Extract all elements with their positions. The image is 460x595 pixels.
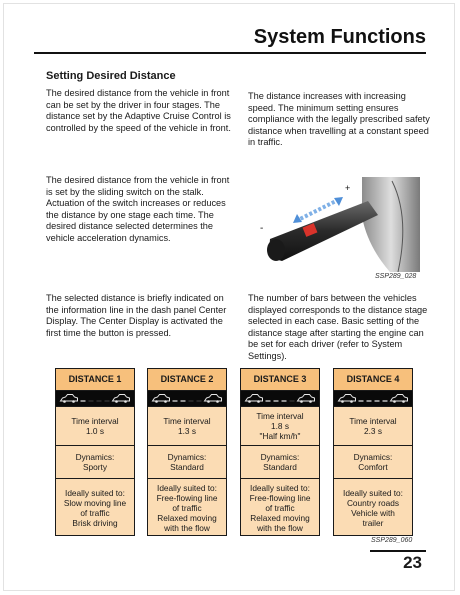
- dynamics-label: Dynamics:: [353, 452, 393, 462]
- dynamics-value: Standard: [170, 462, 204, 472]
- interval-value: 1.0 s: [86, 426, 104, 436]
- car-icon: [391, 395, 408, 402]
- suited-line: of traffic: [172, 503, 202, 513]
- car-bars-icon: [241, 391, 319, 406]
- dynamics-label: Dynamics:: [75, 452, 115, 462]
- interval-cell: [334, 407, 412, 446]
- dynamics-cell: [241, 446, 319, 479]
- plus-label: +: [345, 183, 351, 193]
- interval-cell: [148, 407, 226, 446]
- paragraph-speed: The distance increases with increasing speed. The minimum setting ensures compliance with the legally prescribed safety distance when travelling at a constant speed in traffic.: [248, 91, 430, 148]
- suited-label: Ideally suited to:: [343, 488, 403, 498]
- stalk-tip: [267, 239, 285, 261]
- minus-label: -: [260, 223, 264, 234]
- suited-cell: [56, 479, 134, 537]
- car-icon: [61, 395, 78, 402]
- suited-line: Relaxed moving: [250, 513, 310, 523]
- interval-label: Time interval: [256, 411, 304, 421]
- distance-heading: DISTANCE 4: [334, 369, 412, 391]
- car-icon: [246, 395, 263, 402]
- distance-column-2: [147, 368, 227, 536]
- distance-column-4: [333, 368, 413, 536]
- wheel-icon: [72, 400, 75, 403]
- suited-line: Vehicle with: [351, 508, 395, 518]
- suited-line: of traffic: [80, 508, 110, 518]
- suited-line: Country roads: [346, 498, 400, 508]
- suited-line: Free-flowing line: [156, 493, 218, 503]
- paragraph-switch: The desired distance from the vehicle in front is set by the sliding switch on the stalk. Actuation of the switch increases or reduces the distance by one stage each time. The desired distance selected determines the vehicle acceleration dynamics.: [46, 175, 230, 243]
- suited-cell: [148, 479, 226, 537]
- wheel-icon: [124, 400, 127, 403]
- figure-code-stalk: SSP289_028: [375, 273, 417, 280]
- suited-label: Ideally suited to:: [250, 483, 310, 493]
- suited-line: with the flow: [164, 523, 210, 533]
- paragraph-stages: The desired distance from the vehicle in front can be set by the driver in four stages. The distance set by the Adaptive Cruise Control is controlled by the speed of the vehicle in front.: [46, 88, 231, 133]
- interval-label: Time interval: [163, 416, 211, 426]
- car-bars-icon: [148, 391, 226, 406]
- car-bars-icon: [334, 391, 412, 406]
- wheel-icon: [402, 400, 405, 403]
- dynamics-cell: [56, 446, 134, 479]
- suited-line: Brisk driving: [72, 518, 118, 528]
- suited-cell: [241, 479, 319, 537]
- interval-note: "Half km/h": [259, 431, 301, 441]
- suited-line: of traffic: [265, 503, 295, 513]
- section-heading: Setting Desired Distance: [46, 70, 176, 82]
- paragraph-bars: The number of bars between the vehicles displayed corresponds to the distance stage selected in each case. Basic setting of the distance stage after starting the engine can be set for each driver (refer to System Settings).: [248, 293, 428, 361]
- wheel-icon: [216, 400, 219, 403]
- figure-code-table: SSP289_060: [371, 537, 413, 544]
- suited-line: Relaxed moving: [157, 513, 217, 523]
- wheel-icon: [257, 400, 260, 403]
- distance-column-1: [55, 368, 135, 536]
- wheel-icon: [155, 400, 158, 403]
- page-number: 23: [403, 553, 422, 572]
- distance-bars-display: [56, 391, 134, 407]
- paragraph-display: The selected distance is briefly indicated on the information line in the dash panel Center Display. The Center Display is activated the first time the button is pressed.: [46, 293, 227, 338]
- interval-value: 1.3 s: [178, 426, 196, 436]
- dynamics-value: Standard: [263, 462, 297, 472]
- page-number-rule: [370, 550, 426, 552]
- suited-line: trailer: [362, 518, 384, 528]
- interval-cell: [56, 407, 134, 446]
- dynamics-value: Sporty: [83, 462, 107, 472]
- dynamics-cell: [334, 446, 412, 479]
- dynamics-label: Dynamics:: [260, 452, 300, 462]
- wheel-icon: [207, 400, 210, 403]
- interval-label: Time interval: [349, 416, 397, 426]
- distance-bars-display: [148, 391, 226, 407]
- interval-cell: [241, 407, 319, 446]
- interval-value: 2.3 s: [364, 426, 382, 436]
- dynamics-value: Comfort: [358, 462, 388, 472]
- interval-label: Time interval: [71, 416, 119, 426]
- suited-line: with the flow: [257, 523, 303, 533]
- car-icon: [205, 395, 222, 402]
- stalk-illustration: [250, 177, 425, 272]
- wheel-icon: [164, 400, 167, 403]
- arrow-head-plus-icon: [334, 197, 343, 206]
- dynamics-label: Dynamics:: [167, 452, 207, 462]
- steering-column-shroud: [362, 177, 420, 272]
- suited-line: Slow moving line: [63, 498, 127, 508]
- wheel-icon: [300, 400, 303, 403]
- page-title: System Functions: [253, 26, 426, 48]
- car-icon: [339, 395, 356, 402]
- car-icon: [153, 395, 170, 402]
- distance-heading: DISTANCE 3: [241, 369, 319, 391]
- distance-column-3: [240, 368, 320, 536]
- wheel-icon: [248, 400, 251, 403]
- dynamics-cell: [148, 446, 226, 479]
- suited-cell: [334, 479, 412, 537]
- stalk-lever: [270, 201, 378, 261]
- stalk-drawing: [250, 177, 425, 272]
- wheel-icon: [341, 400, 344, 403]
- wheel-icon: [350, 400, 353, 403]
- car-bars-icon: [56, 391, 134, 406]
- suited-label: Ideally suited to:: [65, 488, 125, 498]
- wheel-icon: [115, 400, 118, 403]
- wheel-icon: [63, 400, 66, 403]
- wheel-icon: [393, 400, 396, 403]
- suited-label: Ideally suited to:: [157, 483, 217, 493]
- wheel-icon: [309, 400, 312, 403]
- car-icon: [113, 395, 130, 402]
- distance-bars-display: [334, 391, 412, 407]
- distance-bars-display: [241, 391, 319, 407]
- distance-heading: DISTANCE 1: [56, 369, 134, 391]
- suited-line: Free-flowing line: [249, 493, 311, 503]
- car-icon: [298, 395, 315, 402]
- interval-value: 1.8 s: [271, 421, 289, 431]
- title-rule: [34, 52, 426, 54]
- distance-heading: DISTANCE 2: [148, 369, 226, 391]
